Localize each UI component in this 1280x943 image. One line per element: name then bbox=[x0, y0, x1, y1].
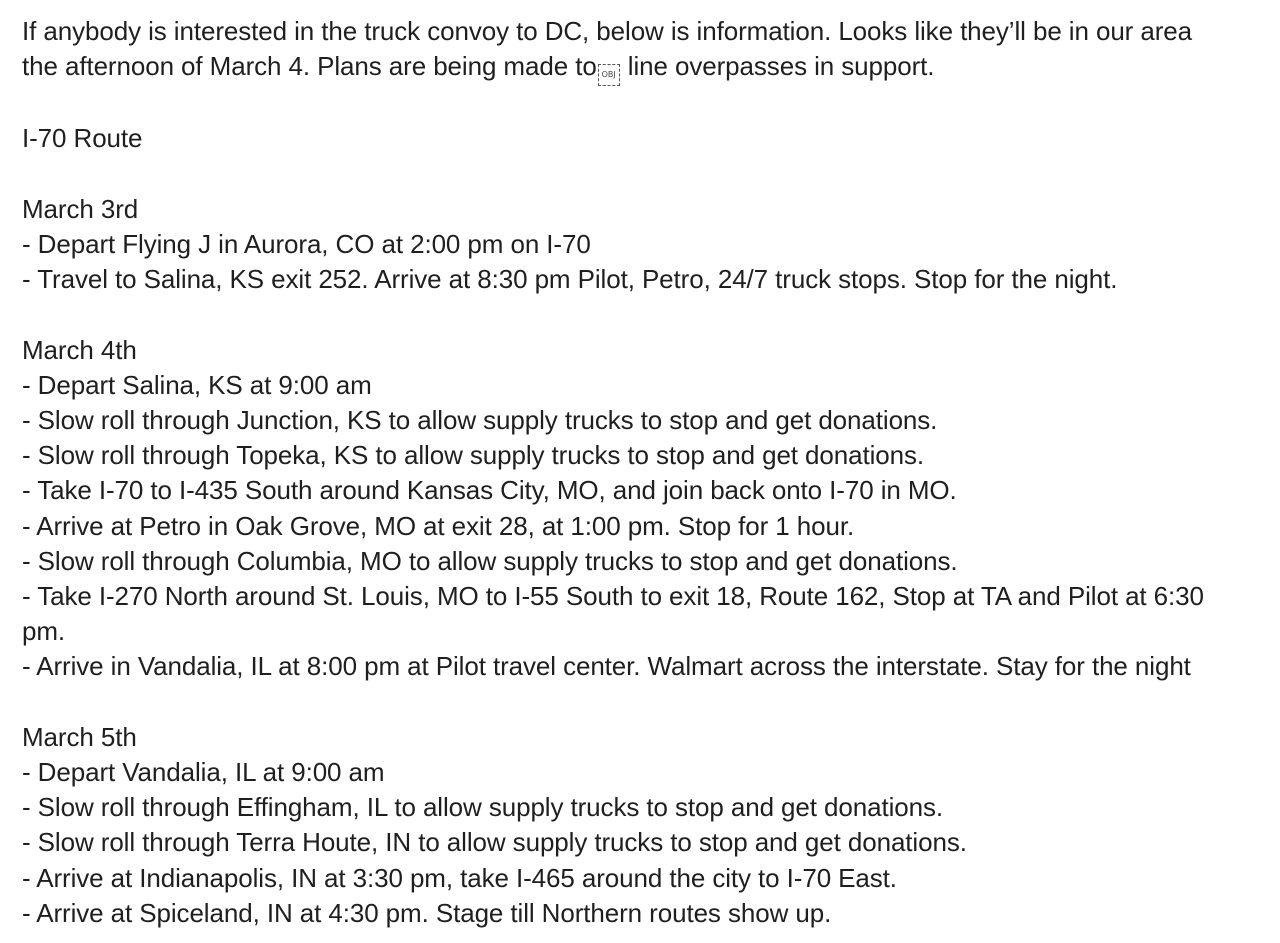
itinerary-item: - Travel to Salina, KS exit 252. Arrive at 8:30 pm Pilot, Petro, 24/7 truck stops. Stop for the night. bbox=[22, 264, 1118, 295]
intro-line-2-end: line overpasses in support. bbox=[620, 51, 935, 82]
day-heading: March 3rd bbox=[22, 193, 139, 224]
spacer bbox=[22, 86, 1280, 121]
itinerary-item: - Slow roll through Effingham, IL to allow supply trucks to stop and get donations. bbox=[22, 792, 943, 823]
spacer bbox=[22, 685, 1280, 720]
itinerary-item: - Take I-270 North around St. Louis, MO to I-55 South to exit 18, Route 162, Stop at TA and Pilot at 6:30 bbox=[22, 581, 1204, 611]
itinerary-item: - Slow roll through Terra Houte, IN to allow supply trucks to stop and get donations. bbox=[22, 827, 967, 858]
spacer bbox=[22, 157, 1280, 192]
itinerary-item: - Slow roll through Topeka, KS to allow supply trucks to stop and get donations. bbox=[22, 440, 925, 471]
object-placeholder-icon: OBJ bbox=[598, 64, 620, 86]
intro-line-1: If anybody is interested in the truck convoy to DC, below is information. Looks like they’ll be in our area bbox=[22, 16, 1193, 46]
itinerary-item: - Arrive in Vandalia, IL at 8:00 pm at Pilot travel center. Walmart across the interstate. Stay for the night bbox=[22, 651, 1191, 682]
itinerary-item: - Arrive at Indianapolis, IN at 3:30 pm, take I-465 around the city to I-70 East. bbox=[22, 862, 897, 893]
itinerary-item: - Depart Flying J in Aurora, CO at 2:00 pm on I-70 bbox=[22, 228, 591, 259]
route-title: I-70 Route bbox=[22, 123, 143, 154]
day-heading: March 4th bbox=[22, 334, 137, 365]
intro-line-2 bbox=[22, 49, 1280, 86]
itinerary-item: - Depart Salina, KS at 9:00 am bbox=[22, 369, 372, 400]
itinerary-item: - Slow roll through Junction, KS to allow supply trucks to stop and get donations. bbox=[22, 404, 938, 435]
itinerary-item: - Arrive at Spiceland, IN at 4:30 pm. Stage till Northern routes show up. bbox=[22, 897, 832, 928]
document-body bbox=[22, 14, 1280, 931]
itinerary-item-continuation: pm. bbox=[22, 616, 66, 647]
itinerary-item: - Depart Vandalia, IL at 9:00 am bbox=[22, 757, 385, 787]
intro-line-2-start: the afternoon of March 4. Plans are being made to bbox=[22, 51, 597, 82]
spacer bbox=[22, 297, 1280, 332]
itinerary-item: - Slow roll through Columbia, MO to allow supply trucks to stop and get donations. bbox=[22, 545, 958, 576]
itinerary-item: - Arrive at Petro in Oak Grove, MO at exit 28, at 1:00 pm. Stop for 1 hour. bbox=[22, 510, 855, 541]
day-heading: March 5th bbox=[22, 721, 137, 752]
itinerary-item: - Take I-70 to I-435 South around Kansas City, MO, and join back onto I-70 in MO. bbox=[22, 475, 957, 506]
